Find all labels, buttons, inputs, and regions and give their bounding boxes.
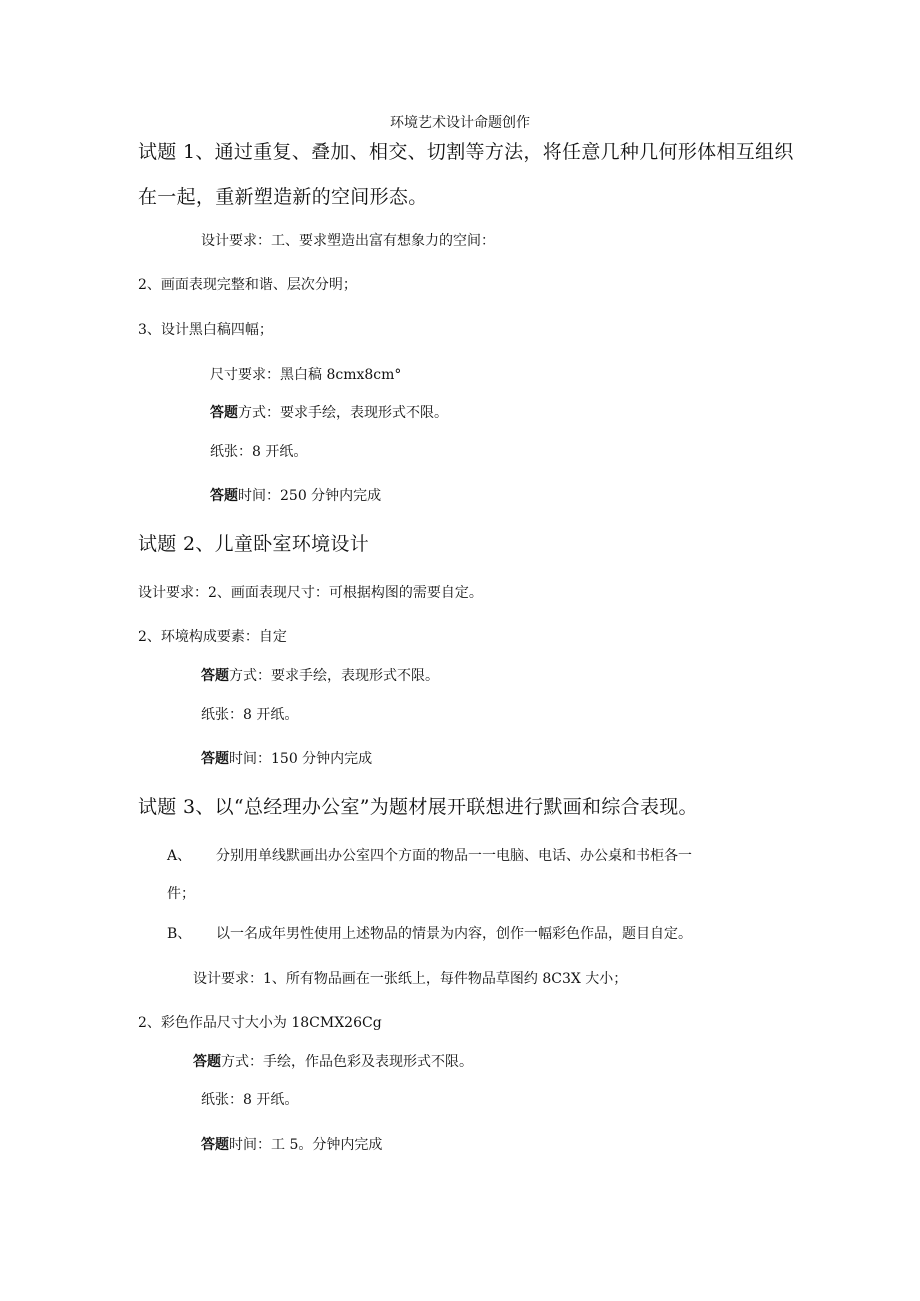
q3-requirement-2: 2、彩色作品尺寸大小为 18CMX26Cg (138, 1015, 382, 1031)
q2-answer-method (201, 669, 439, 683)
q1-requirement-3: 3、设计黑白稿四幅； (138, 322, 273, 338)
q1-requirement-intro: 设计要求：工、要求塑造出富有想象力的空间： (201, 233, 495, 249)
q2-answer-time (201, 752, 372, 766)
q3-item-a-text-line1: 分别用单线默画出办公室四个方面的物品一一电脑、电话、办公桌和书柜各一 (216, 848, 692, 864)
q3-requirement-intro: 设计要求：1、所有物品画在一张纸上，每件物品草图约 8C3X 大小； (193, 971, 628, 987)
q3-item-b-text: 以一名成年男性使用上述物品的情景为内容，创作一幅彩色作品，题目自定。 (216, 926, 692, 942)
q3-answer-time-text: 时间：工 5。分钟内完成 (229, 1137, 383, 1153)
q1-paper: 纸张：8 开纸。 (210, 444, 308, 460)
q1-answer-method (210, 406, 448, 420)
q3-item-a-label: A、 (167, 848, 192, 864)
q2-requirement-intro: 设计要求：2、画面表现尺寸：可根据构图的需要自定。 (138, 585, 483, 601)
q2-requirement-2: 2、环境构成要素：自定 (138, 629, 287, 645)
q2-answer-method-text: 方式：要求手绘，表现形式不限。 (229, 668, 439, 684)
q3-answer-method (193, 1055, 473, 1069)
q1-requirement-2: 2、画面表现完整和谐、层次分明； (138, 277, 357, 293)
q3-heading: 试题 3、以“总经理办公室”为题材展开联想进行默画和综合表现。 (138, 796, 698, 818)
q1-heading-line2: 在一起，重新塑造新的空间形态。 (138, 186, 428, 208)
q3-answer-method-label: 答题 (193, 1054, 221, 1070)
q3-item-a-text-line2: 件； (167, 886, 195, 902)
q1-size-requirement: 尺寸要求：黑白稿 8cmx8cm° (210, 367, 402, 383)
q3-paper: 纸张：8 开纸。 (201, 1092, 299, 1108)
q2-heading: 试题 2、儿童卧室环境设计 (138, 533, 370, 555)
q1-answer-method-label: 答题 (210, 405, 238, 421)
q2-paper: 纸张：8 开纸。 (201, 707, 299, 723)
q3-answer-time (201, 1138, 382, 1152)
q1-answer-time-text: 时间：250 分钟内完成 (238, 488, 382, 504)
q1-heading-line1: 试题 1、通过重复、叠加、相交、切割等方法，将任意几种几何形体相互组织 (138, 141, 794, 163)
q1-answer-method-text: 方式：要求手绘，表现形式不限。 (238, 405, 448, 421)
q3-answer-method-text: 方式：手绘，作品色彩及表现形式不限。 (221, 1054, 473, 1070)
q2-answer-time-text: 时间：150 分钟内完成 (229, 751, 373, 767)
q1-answer-time-label: 答题 (210, 488, 238, 504)
q2-answer-time-label: 答题 (201, 751, 229, 767)
q3-answer-time-label: 答题 (201, 1137, 229, 1153)
q2-answer-method-label: 答题 (201, 668, 229, 684)
q1-answer-time (210, 489, 381, 503)
q3-item-b-label: B、 (167, 926, 192, 942)
page-title: 环境艺术设计命题创作 (390, 115, 530, 131)
